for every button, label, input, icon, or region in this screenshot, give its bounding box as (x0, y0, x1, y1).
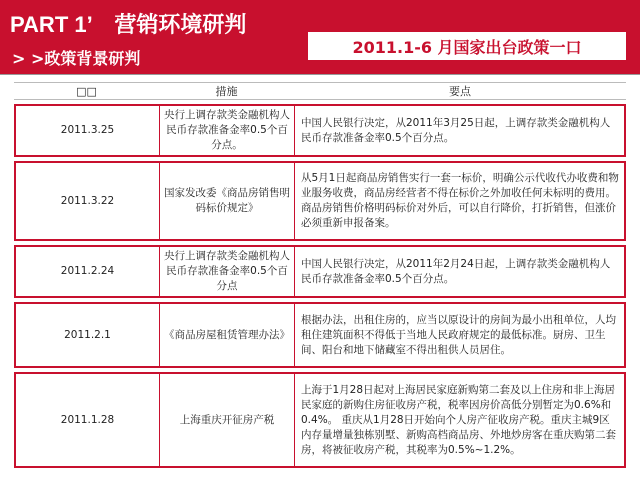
cell-date: 2011.2.24 (14, 245, 159, 298)
cell-points: 从5月1日起商品房销售实行一套一标价，明确公示代收代办收费和物业服务收费，商品房经营者不得在标价之外加收任何未标明的费用。 商品房销售价格明码标价对外后，可以自行降价，打折销售，但涨价必须重新申报备案。 (294, 161, 626, 241)
policy-title: 2011.1-6 月国家出台政策一口 (352, 37, 582, 57)
cell-date: 2011.1.28 (14, 372, 159, 468)
cell-measure: 国家发改委《商品房销售明码标价规定》 (159, 161, 294, 241)
table-header-row (14, 82, 626, 100)
subtitle: > >政策背景研判 (12, 49, 141, 68)
page-title (10, 8, 246, 39)
section-title: 营销环境研判 (114, 13, 247, 38)
policy-title-box (306, 30, 628, 62)
cell-date: 2011.2.1 (14, 302, 159, 368)
policy-table (14, 78, 626, 472)
column-header-points: 要点 (294, 82, 626, 100)
cell-points: 根据办法，出租住房的，应当以原设计的房间为最小出租单位，人均租住建筑面积不得低于当地人民政府规定的最低标准。厨房、卫生间、阳台和地下储藏室不得出租供人员居住。 (294, 302, 626, 368)
column-header-date: □□ (14, 82, 159, 100)
cell-date: 2011.3.25 (14, 104, 159, 157)
cell-points: 中国人民银行决定，从2011年3月25日起，上调存款类金融机构人民币存款准备金率0.5个百分点。 (294, 104, 626, 157)
table-row (14, 161, 626, 241)
cell-points: 中国人民银行决定，从2011年2月24日起，上调存款类金融机构人民币存款准备金率0.5个百分点。 (294, 245, 626, 298)
cell-measure: 央行上调存款类金融机构人民币存款准备金率0.5个百分点。 (159, 104, 294, 157)
part-label: PART 1’ (10, 12, 93, 37)
cell-date: 2011.3.22 (14, 161, 159, 241)
table-row (14, 104, 626, 157)
cell-points: 上海于1月28日起对上海居民家庭新购第二套及以上住房和非上海居民家庭的新购住房征收房产税，税率因房价高低分别暂定为0.6%和0.4%。 重庆从1月28日开始向个人房产征收房产税。重庆主城9区内存量增量独栋别墅、新购高档商品房、外地炒房客在重庆购第二套房，将被征收房产税，其税率为0.5%~1.2%。 (294, 372, 626, 468)
cell-measure: 上海重庆开征房产税 (159, 372, 294, 468)
column-header-measure: 措施 (159, 82, 294, 100)
table-row (14, 245, 626, 298)
table-row (14, 372, 626, 468)
table-row (14, 302, 626, 368)
cell-measure: 《商品房屋租赁管理办法》 (159, 302, 294, 368)
cell-measure: 央行上调存款类金融机构人民币存款准备金率0.5个百分点 (159, 245, 294, 298)
divider (0, 74, 640, 75)
